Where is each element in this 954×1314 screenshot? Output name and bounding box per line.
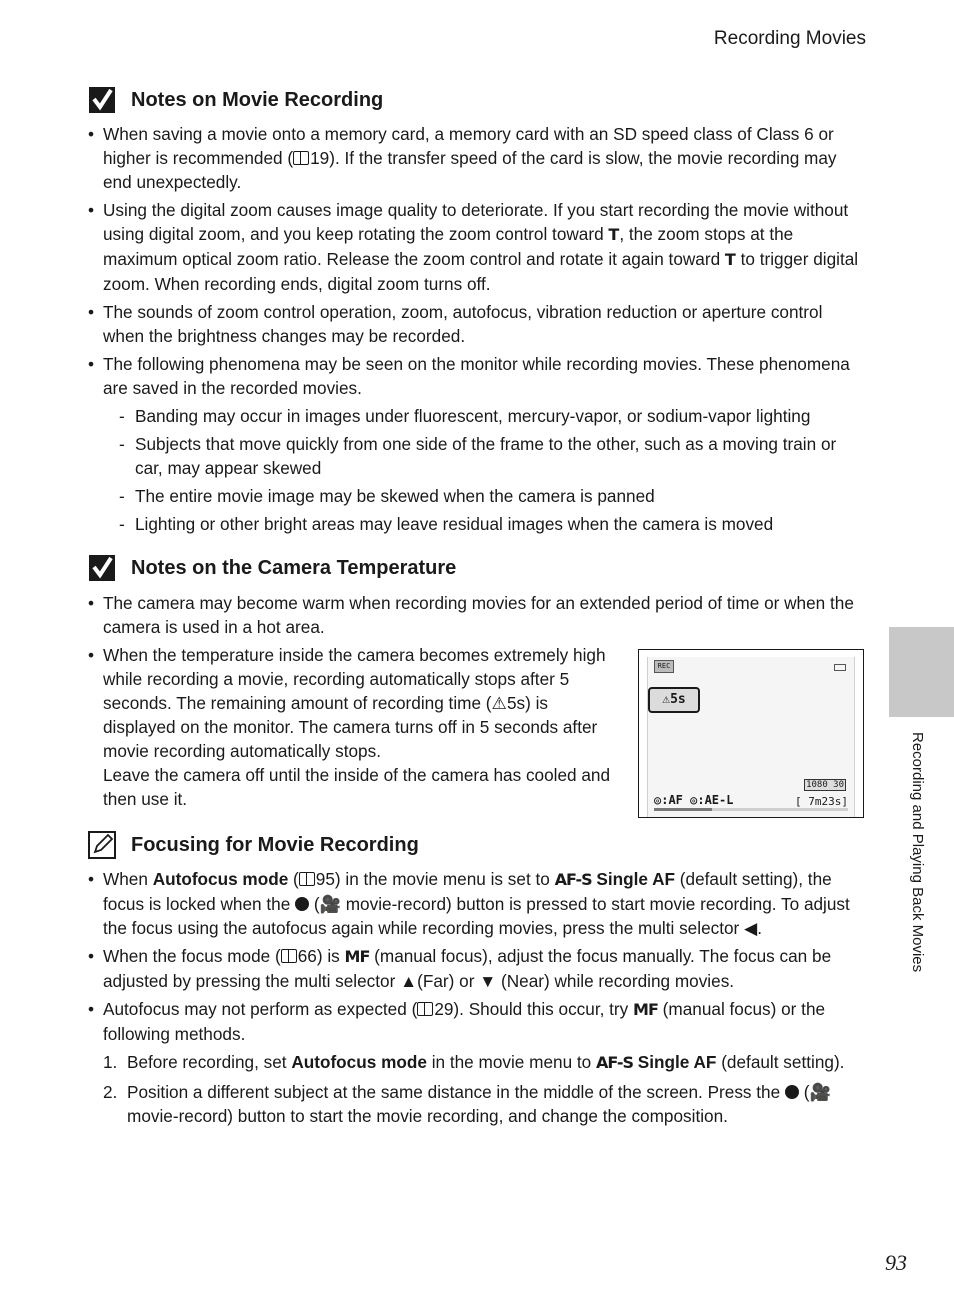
manual-focus-icon: MF <box>633 1000 658 1019</box>
multi-selector-left-icon: ◀ <box>744 918 758 938</box>
list-item: • When the focus mode ( 66) is MF (manual focus), adjust the focus manually. The focus can be adjusted by pressing the multi selector ▲(Far) or ▼ (Near) while recording movies. <box>88 944 868 993</box>
numbered-item: 2. Position a different subject at the same distance in the middle of the screen. Press the (🎥 movie-record) button to start the movie recording, and change the composition. <box>103 1082 831 1126</box>
list-item: • Using the digital zoom causes image quality to deteriorate. If you start recording the movie without using digital zoom, and you keep rotating the zoom control toward T, the zoom stops at the maximum optical zoom ratio. Release the zoom control and rotate it again toward T to trigger digital zoom. When recording ends, digital zoom turns off. <box>88 198 868 296</box>
list-item: • The sounds of zoom control operation, zoom, autofocus, vibration reduction or aperture control when the brightness changes may be recorded. <box>88 300 868 348</box>
af-s-icon: AF-S <box>596 1053 634 1072</box>
section-title-focusing: Focusing for Movie Recording <box>88 831 419 859</box>
movie-camera-icon: 🎥 <box>319 894 341 914</box>
list-item: • Autofocus may not perform as expected ( 29). Should this occur, try MF (manual focus) or the following methods. <box>88 997 868 1046</box>
list-item: • The camera may become warm when recording movies for an extended period of time or when the camera is used in a hot area. <box>88 591 868 639</box>
side-tab-label: Recording and Playing Back Movies <box>909 732 926 973</box>
side-tab <box>889 627 954 717</box>
focusing-list <box>88 867 868 1133</box>
running-header: Recording Movies <box>713 28 866 49</box>
book-reference-icon <box>299 872 315 886</box>
multi-selector-down-icon: ▼ <box>479 971 497 991</box>
list-item: • When Autofocus mode ( 95) in the movie menu is set to AF-S Single AF (default setting), the focus is locked when the (🎥 movie-record) button is pressed to start movie recording. To adjust the focus using the autofocus again while recording movies, press the multi selector ◀. <box>88 867 868 940</box>
movie-camera-icon: 🎥 <box>809 1082 831 1102</box>
manual-focus-icon: MF <box>344 947 370 966</box>
battery-icon <box>834 664 846 671</box>
list-item: • When saving a movie onto a memory card, a memory card with an SD speed class of Class 6 or higher is recommended ( 19). If the transfer speed of the card is slow, the movie recording may end unexpectedly. <box>88 122 868 194</box>
tip-pencil-icon <box>88 831 116 859</box>
book-reference-icon <box>417 1002 433 1016</box>
record-button-icon <box>785 1085 799 1099</box>
recording-progress-fill <box>654 808 712 811</box>
numbered-item: 1. Before recording, set Autofocus mode in the movie menu to AF-S Single AF (default setting). <box>103 1052 845 1072</box>
page-number: 93 <box>885 1250 907 1275</box>
section-title-camera-temperature: Notes on the Camera Temperature <box>88 554 456 582</box>
af-s-icon: AF-S <box>554 870 592 889</box>
remaining-timer-badge: ⚠5s <box>648 687 700 713</box>
resolution-icon: 1080 30 <box>806 780 844 790</box>
record-button-icon <box>295 897 309 911</box>
notes-movie-recording-list <box>88 122 868 540</box>
section-title-movie-recording: Notes on Movie Recording <box>88 86 383 114</box>
monitor-illustration <box>638 649 864 818</box>
multi-selector-up-icon: ▲ <box>400 971 418 991</box>
sub-list-item: - Banding may occur in images under fluorescent, mercury-vapor, or sodium-vapor lighting <box>119 406 811 426</box>
list-item: • When the temperature inside the camera becomes extremely high while recording a movie, recording automatically stops after 5 seconds. The remaining amount of recording time (⚠5s) is displayed on the monitor. The camera turns off in 5 seconds after movie recording automatically stops. Leave the camera off until the inside of the camera has cooled and then use it. <box>88 643 613 811</box>
tele-t-icon: T <box>724 250 736 269</box>
sub-list-item: - Subjects that move quickly from one side of the frame to the other, such as a moving train or car, may appear skewed <box>119 434 837 478</box>
movie-rec-icon: REC <box>654 660 674 673</box>
remaining-time-readout: [ 7m23s] <box>795 795 848 808</box>
sub-list-item: - Lighting or other bright areas may leave residual images when the camera is moved <box>119 514 774 534</box>
warning-timer-icon: ⚠ <box>491 693 507 713</box>
sub-list-item: - The entire movie image may be skewed when the camera is panned <box>119 486 655 506</box>
tele-t-icon: T <box>608 225 620 244</box>
book-reference-icon <box>293 151 309 165</box>
checkmark-note-icon <box>88 86 116 114</box>
book-reference-icon <box>281 949 297 963</box>
list-item: • The following phenomena may be seen on the monitor while recording movies. These phenomena are saved in the recorded movies. <box>88 352 868 400</box>
checkmark-note-icon <box>88 554 116 582</box>
recording-progress-bar <box>654 808 848 811</box>
af-ae-indicator: ◎:AF ◎:AE-L <box>654 793 734 807</box>
